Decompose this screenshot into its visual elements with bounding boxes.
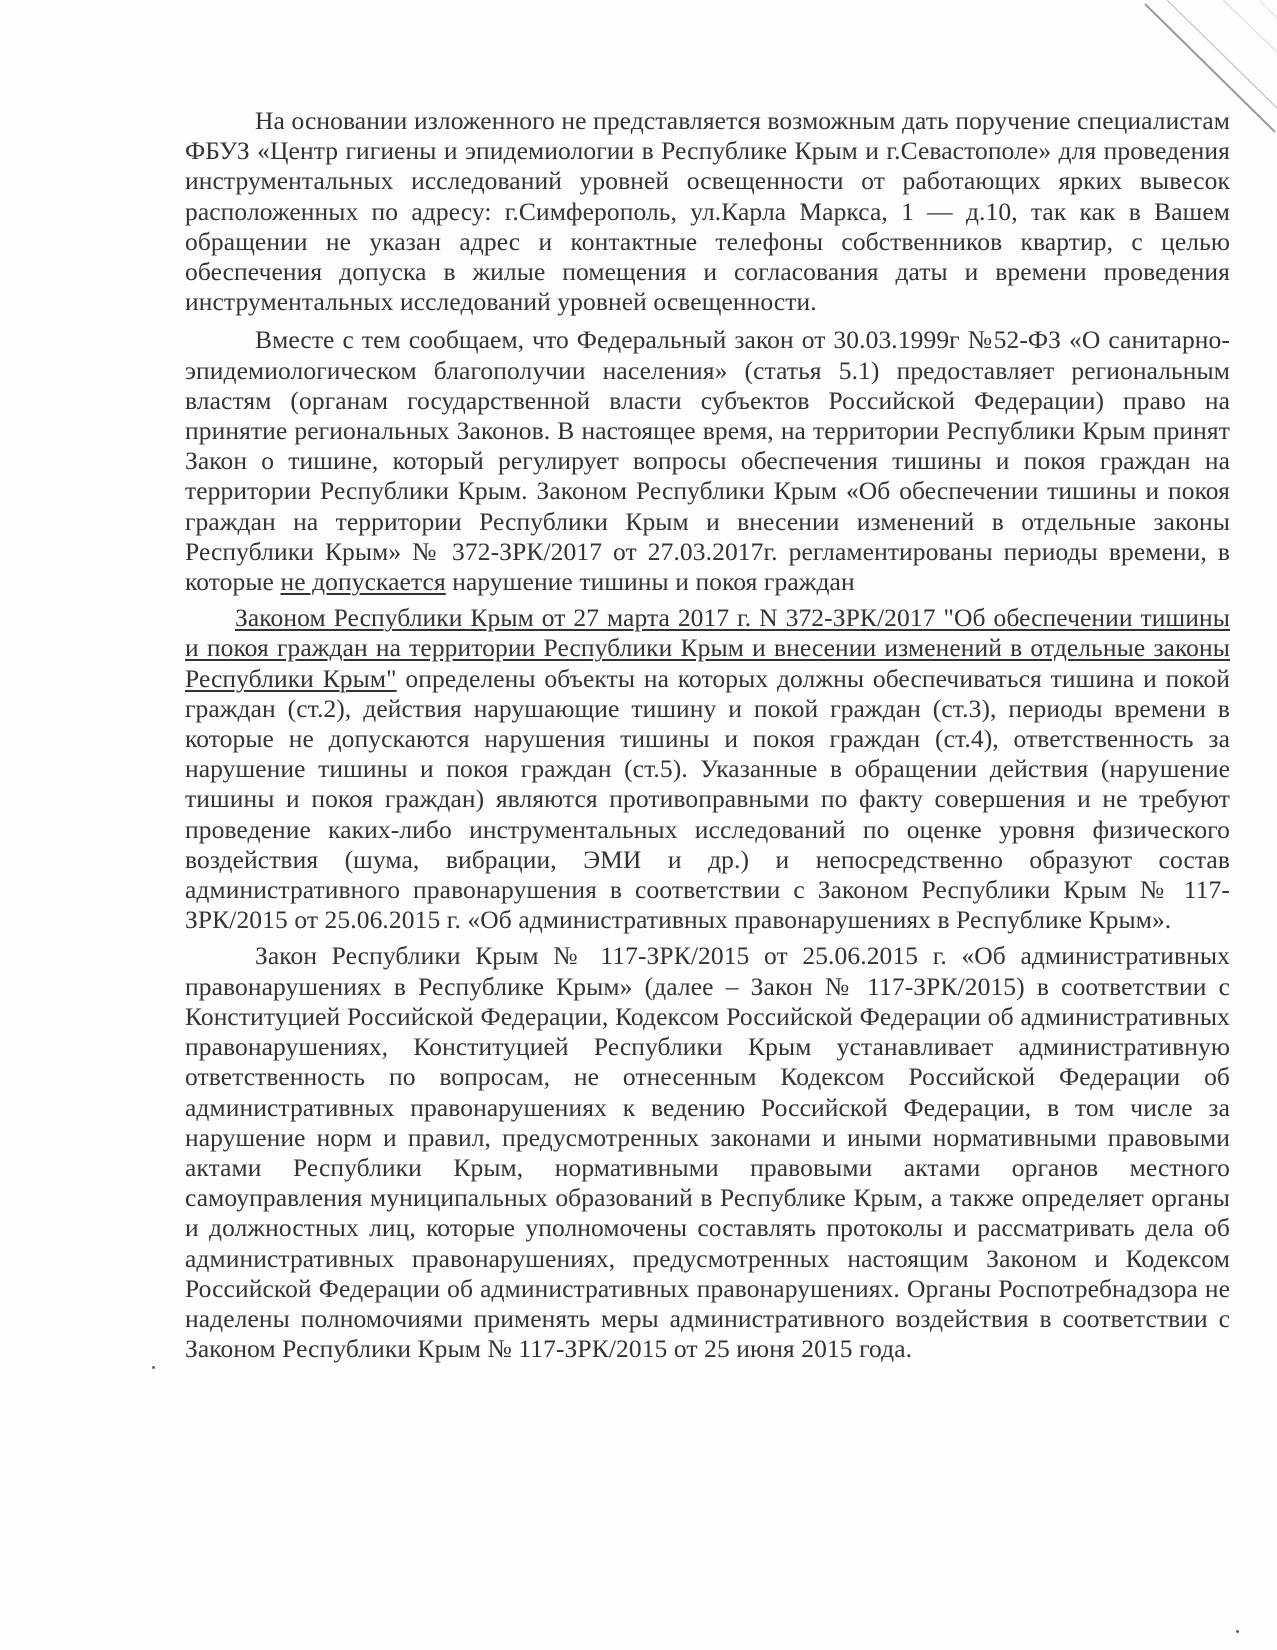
underlined-phrase: не допускается (280, 567, 446, 597)
scan-speck (1236, 1630, 1239, 1633)
law-title-underlined: Законом Республики Крым от 27 марта 2017 г. N 372-ЗРК/2017 "Об обеспечении тишины и покоя граждан на территории Республики Крым и внесении изменений в отдельные законы Республики Крым" (185, 603, 1230, 693)
paragraph-3-text: определены объекты на которых должны обеспечиваться тишина и покой граждан (ст.2), действия нарушающие тишину и покой граждан (ст.3), периоды времени в которые не допускаются нарушения тишины и покоя граждан (ст.4), ответственность за нарушение тишины и покоя граждан (ст.5). Указанные в обращении действия (нарушение тишины и покоя граждан) являются противоправными по факту совершения и не требуют проведение каких-либо инструментальных исследований по оценке уровня физического воздействия (шума, вибрации, ЭМИ и др.) и непосредственно образуют состав административного правонарушения в соответствии с Законом Республики Крым № 117-ЗРК/2015 от 25.06.2015 г. «Об административных правонарушениях в Республике Крым». (185, 663, 1230, 935)
paragraph-2-tail: нарушение тишины и покоя граждан (445, 567, 855, 597)
paragraph-2-text: Вместе с тем сообщаем, что Федеральный закон от 30.03.1999г №52-ФЗ «О санитарно-эпидемиологическом благополучии населения» (статья 5.1) предоставляет региональным властям (органам государственной власти субъектов Российской Федерации) право на принятие региональных Законов. В настоящее время, на территории Республики Крым принят Закон о тишине, который регулирует вопросы обеспечения тишины и покоя граждан на территории Республики Крым. Законом Республики Крым «Об обеспечении тишины и покоя граждан на территории Республики Крым и внесении изменений в отдельные законы Республики Крым» № 372-ЗРК/2017 от 27.03.2017г. регламентированы периоды времени, в которые (185, 325, 1230, 597)
paragraph-3 (185, 603, 1230, 935)
paragraph-1-text: На основании изложенного не представляется возможным дать поручение специалистам ФБУЗ «Центр гигиены и эпидемиологии в Республике Крым и г.Севастополе» для проведения инструментальных исследований уровней освещенности от работающих ярких вывесок расположенных по адресу: г.Симферополь, ул.Карла Маркса, 1 — д.10, так как в Вашем обращении не указан адрес и контактные телефоны собственников квартир, с целью обеспечения допуска в жилые помещения и согласования даты и времени проведения инструментальных исследований уровней освещенности. (185, 106, 1230, 317)
scan-speck (152, 1366, 155, 1369)
paragraph-1 (185, 106, 1230, 317)
paragraph-2 (185, 325, 1230, 597)
document-body (185, 106, 1230, 1364)
paragraph-4 (185, 941, 1230, 1364)
paragraph-4-text: Закон Республики Крым № 117-ЗРК/2015 от 25.06.2015 г. «Об административных правонарушениях в Республике Крым» (далее – Закон № 117-ЗРК/2015) в соответствии с Конституцией Российской Федерации, Кодексом Российской Федерации об административных правонарушениях, Конституцией Республики Крым устанавливает административную ответственность по вопросам, не отнесенным Кодексом Российской Федерации об административных правонарушениях к ведению Российской Федерации, в том числе за нарушение норм и правил, предусмотренных законами и иными нормативными правовыми актами Республики Крым, нормативными правовыми актами органов местного самоуправления муниципальных образований в Республике Крым, а также определяет органы и должностных лиц, которые уполномочены составлять протоколы и рассматривать дела об административных правонарушениях, предусмотренных настоящим Законом и Кодексом Российской Федерации об административных правонарушениях. Органы Роспотребнадзора не наделены полномочиями применять меры административного воздействия в соответствии с Законом Республики Крым № 117-ЗРК/2015 от 25 июня 2015 года. (185, 941, 1230, 1364)
